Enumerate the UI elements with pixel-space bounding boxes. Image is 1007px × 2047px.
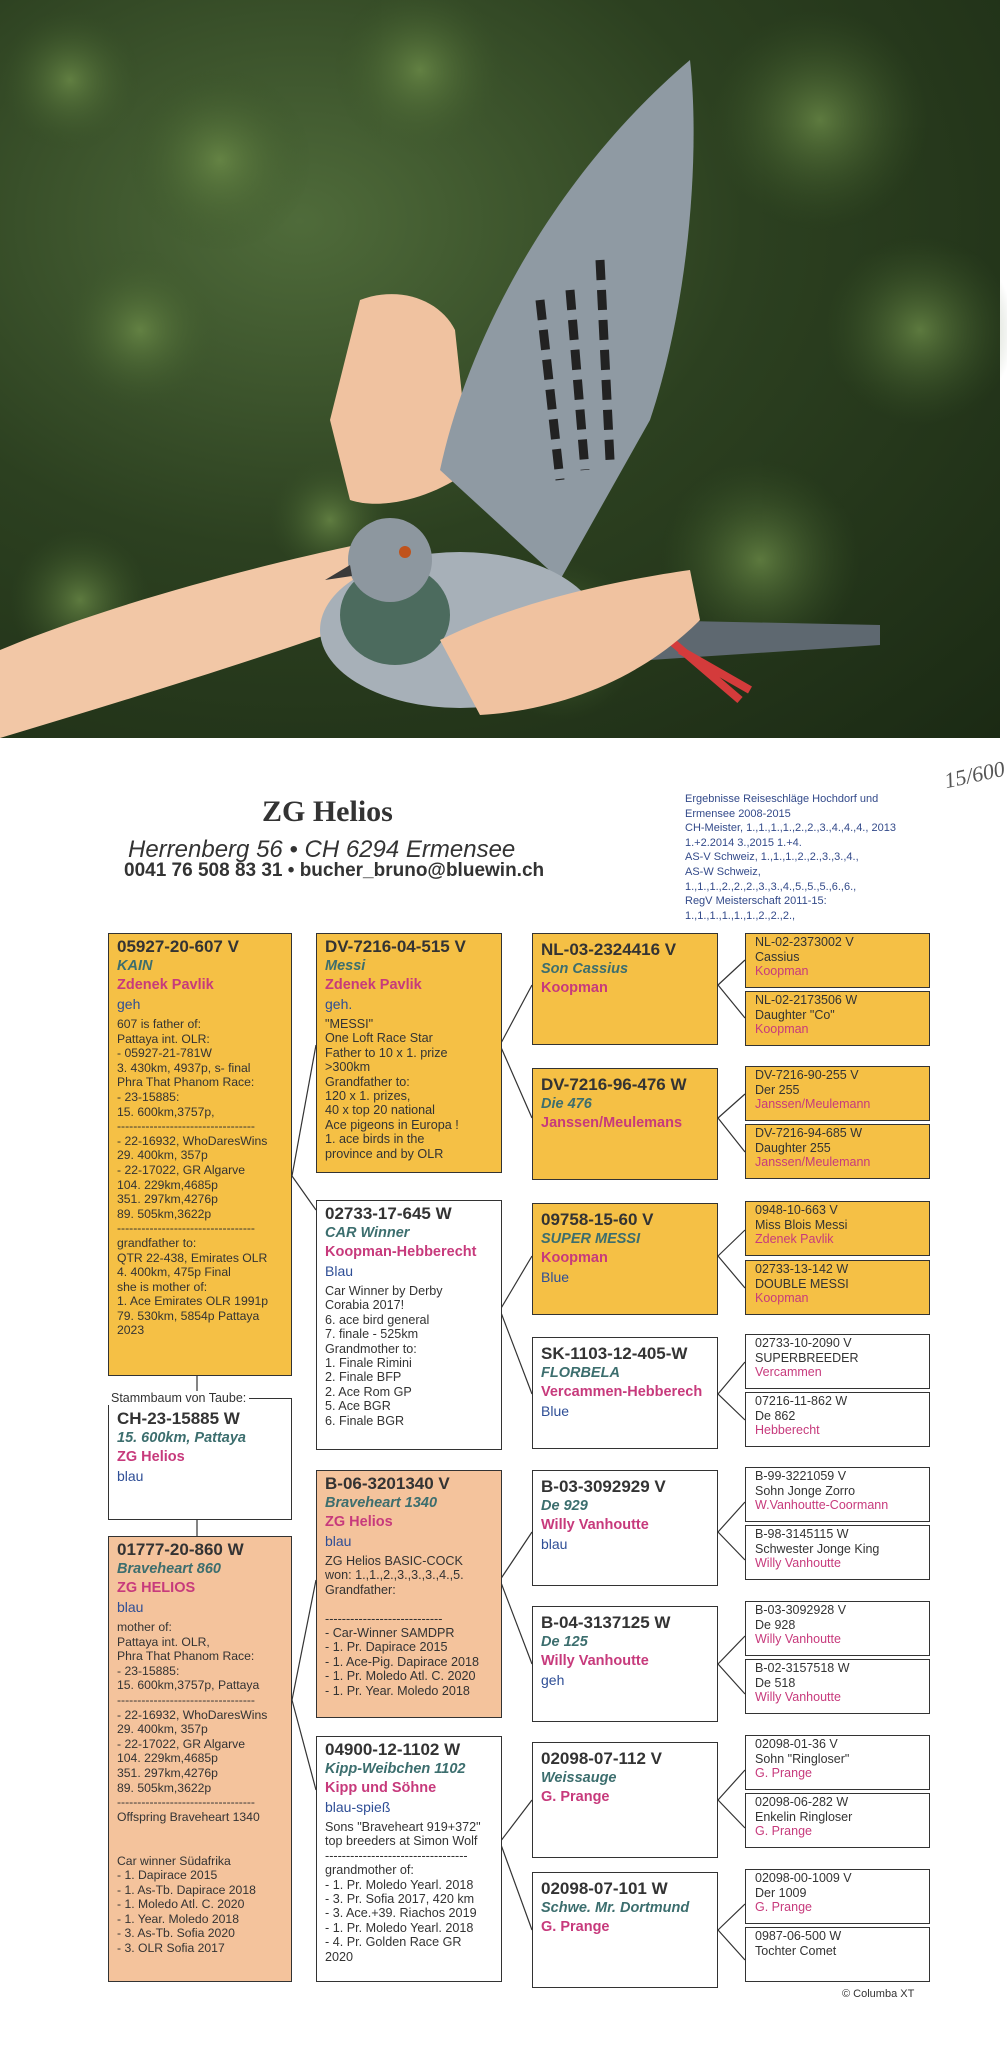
gggp-ring: 07216-11-862 W bbox=[755, 1394, 848, 1408]
gggp-name: Enkelin Ringloser bbox=[755, 1809, 853, 1824]
gggp-ring: NL-02-2373002 V bbox=[755, 935, 854, 949]
gggp-name: Sohn Jonge Zorro bbox=[755, 1483, 856, 1498]
ggp-nick: De 929 bbox=[541, 1498, 588, 1514]
gggp-name: Daughter "Co" bbox=[755, 1007, 835, 1022]
ggp-nick: Son Cassius bbox=[541, 961, 629, 977]
parent-breeder: Zdenek Pavlik bbox=[117, 977, 214, 993]
great-grandparent-box bbox=[532, 1068, 718, 1180]
parent-box-father bbox=[108, 933, 292, 1376]
gggp-box bbox=[745, 1467, 930, 1522]
gggp-box bbox=[745, 1066, 930, 1121]
gggp-ring: 02733-13-142 W bbox=[755, 1262, 849, 1276]
parent-box-mother bbox=[108, 1536, 292, 1982]
grandparent-notes: ZG Helios BASIC-COCK won: 1.,1.,2.,3.,3.,3.,4.,5. Grandfather: ---------------------------- - Car-Winner SAMDPR - 1. Pr. Dapirace 2015 - 1. Ace-Pig. Dapirace 2018 - 1. Pr. Moledo Atl. C. 2020 - 1. Pr. Year. Moledo 2018 bbox=[325, 1554, 480, 1698]
gggp-ring: 02733-10-2090 V bbox=[755, 1336, 852, 1350]
parent-color: blau bbox=[117, 1599, 144, 1615]
gggp-ring: 02098-01-36 V bbox=[755, 1737, 838, 1751]
gggp-ring: B-03-3092928 V bbox=[755, 1603, 847, 1617]
gggp-breeder: Koopman bbox=[755, 964, 809, 978]
grandparent-color: blau bbox=[325, 1533, 352, 1549]
gggp-box bbox=[745, 1659, 930, 1714]
gggp-box bbox=[745, 1735, 930, 1790]
ggp-nick: Schwe. Mr. Dortmund bbox=[541, 1900, 690, 1916]
gggp-box bbox=[745, 1201, 930, 1256]
ggp-nick: FLORBELA bbox=[541, 1365, 620, 1381]
great-grandparent-box bbox=[532, 933, 718, 1045]
grandparent-box bbox=[316, 1736, 502, 1982]
great-grandparent-box bbox=[532, 1606, 718, 1722]
gggp-box bbox=[745, 1927, 930, 1982]
gggp-box bbox=[745, 1793, 930, 1848]
gggp-box bbox=[745, 1601, 930, 1656]
ggp-ring: B-04-3137125 W bbox=[541, 1613, 671, 1632]
gggp-breeder: Willy Vanhoutte bbox=[755, 1690, 841, 1704]
parent-nick: KAIN bbox=[117, 958, 153, 974]
great-grandparent-box bbox=[532, 1872, 718, 1988]
grandparent-ring: B-06-3201340 V bbox=[325, 1474, 450, 1493]
ggp-nick: Die 476 bbox=[541, 1096, 592, 1112]
gggp-name: Miss Blois Messi bbox=[755, 1217, 848, 1232]
gggp-breeder: Hebberecht bbox=[755, 1423, 820, 1437]
parent-ring: 05927-20-607 V bbox=[117, 937, 239, 956]
grandparent-breeder: ZG Helios bbox=[325, 1514, 393, 1530]
ggp-breeder: Janssen/Meulemans bbox=[541, 1115, 683, 1131]
ggp-color: blau bbox=[541, 1536, 568, 1552]
gggp-ring: 0948-10-663 V bbox=[755, 1203, 838, 1217]
grandparent-box bbox=[316, 1470, 502, 1718]
gggp-breeder: Willy Vanhoutte bbox=[755, 1556, 841, 1570]
grandparent-ring: 04900-12-1102 W bbox=[325, 1740, 461, 1759]
ggp-breeder: Koopman bbox=[541, 1250, 608, 1266]
subject-breeder: ZG Helios bbox=[117, 1449, 185, 1465]
gggp-name: Tochter Comet bbox=[755, 1943, 837, 1958]
gggp-breeder: Janssen/Meulemann bbox=[755, 1097, 871, 1111]
parent-notes: 607 is father of: Pattaya int. OLR: - 05927-21-781W 3. 430km, 4937p, s- final Phra That Phanom Race: - 23-15885: 15. 600km,3757p, ---------------------------------- - 22-16932, WhoDaresWins 29. 400km, 357p - 22-17022, GR Algarve 104. 229km,4685p 351. 297km,4276p 89. 505km,3622p ---------------------------------- grandfather to: QTR 22-438, Emirates OLR 4. 400km, 475p Final she is mother of: 1. Ace Emirates OLR 1991p 79. 530km, 5854p Pattaya 2023 bbox=[117, 1017, 269, 1338]
parent-notes: mother of: Pattaya int. OLR, Phra That Phanom Race: - 23-15885: 15. 600km,3757p, Pattaya ---------------------------------- - 22-16932, WhoDaresWins 29. 400km, 357p - 22-17022, GR Algarve 104. 229km,4685p 351. 297km,4276p 89. 505km,3622p ---------------------------------- Offspring Braveheart 1340 Car winner Südafrika - 1. Dapirace 2015 - 1. As-Tb. Dapirace 2018 - 1. Moledo Atl. C. 2020 - 1. Year. Moledo 2018 - 3. As-Tb. Sofia 2020 - 3. OLR Sofia 2017 bbox=[117, 1620, 268, 1956]
gggp-name: DOUBLE MESSI bbox=[755, 1276, 849, 1291]
grandparent-nick: Braveheart 1340 bbox=[325, 1495, 438, 1511]
gggp-name: De 928 bbox=[755, 1617, 796, 1632]
ggp-ring: SK-1103-12-405-W bbox=[541, 1344, 688, 1363]
gggp-name: Der 1009 bbox=[755, 1885, 807, 1900]
ggp-breeder: Willy Vanhoutte bbox=[541, 1653, 649, 1669]
gggp-box bbox=[745, 933, 930, 988]
page-contact: 0041 76 508 83 31 • bucher_bruno@bluewin.ch bbox=[124, 860, 545, 881]
gggp-ring: DV-7216-90-255 V bbox=[755, 1068, 859, 1082]
parent-breeder: ZG HELIOS bbox=[117, 1580, 196, 1596]
gggp-breeder: W.Vanhoutte-Coormann bbox=[755, 1498, 889, 1512]
parent-ring: 01777-20-860 W bbox=[117, 1540, 244, 1559]
ggp-color: Blue bbox=[541, 1269, 570, 1285]
gggp-ring: B-02-3157518 W bbox=[755, 1661, 850, 1675]
ggp-ring: NL-03-2324416 V bbox=[541, 940, 677, 959]
grandparent-ring: 02733-17-645 W bbox=[325, 1204, 452, 1223]
great-grandparent-box bbox=[532, 1203, 718, 1315]
grandparent-breeder: Kipp und Söhne bbox=[325, 1780, 437, 1796]
gggp-ring: DV-7216-94-685 W bbox=[755, 1126, 863, 1140]
gggp-ring: 02098-06-282 W bbox=[755, 1795, 849, 1809]
ggp-ring: 02098-07-101 W bbox=[541, 1879, 668, 1898]
gggp-box bbox=[745, 991, 930, 1046]
great-grandparent-box bbox=[532, 1337, 718, 1449]
subject-ring: CH-23-15885 W bbox=[117, 1409, 240, 1428]
ggp-nick: SUPER MESSI bbox=[541, 1231, 641, 1247]
gggp-breeder: G. Prange bbox=[755, 1900, 812, 1914]
gggp-breeder: Willy Vanhoutte bbox=[755, 1632, 841, 1646]
gggp-name: De 862 bbox=[755, 1408, 796, 1423]
ggp-color: Blue bbox=[541, 1403, 570, 1419]
subject-box bbox=[108, 1398, 292, 1520]
ggp-breeder: G. Prange bbox=[541, 1919, 610, 1935]
ggp-ring: B-03-3092929 V bbox=[541, 1477, 666, 1496]
gggp-ring: 02098-00-1009 V bbox=[755, 1871, 852, 1885]
gggp-box bbox=[745, 1392, 930, 1447]
gggp-breeder: Koopman bbox=[755, 1291, 809, 1305]
grandparent-ring: DV-7216-04-515 V bbox=[325, 937, 466, 956]
ggp-color: geh bbox=[541, 1672, 565, 1688]
gggp-breeder: Zdenek Pavlik bbox=[755, 1232, 834, 1246]
grandparent-breeder: Koopman-Hebberecht bbox=[325, 1244, 477, 1260]
gggp-name: Sohn "Ringloser" bbox=[755, 1751, 850, 1766]
gggp-ring: B-99-3221059 V bbox=[755, 1469, 847, 1483]
subject-color: blau bbox=[117, 1468, 144, 1484]
grandparent-color: blau-spieß bbox=[325, 1799, 391, 1815]
gggp-breeder: Vercammen bbox=[755, 1365, 822, 1379]
gggp-box bbox=[745, 1334, 930, 1389]
ggp-ring: 09758-15-60 V bbox=[541, 1210, 654, 1229]
grandparent-notes: "MESSI" One Loft Race Star Father to 10 x 1. prize >300km Grandfather to: 120 x 1. prizes, 40 x top 20 national Ace pigeons in Europa ! 1. ace birds in the province and by OLR bbox=[325, 1017, 459, 1161]
gggp-ring: B-98-3145115 W bbox=[755, 1527, 849, 1541]
ggp-breeder: Koopman bbox=[541, 980, 608, 996]
gggp-name: Cassius bbox=[755, 949, 800, 964]
page-number: 15/600 bbox=[941, 755, 1007, 794]
subject-label: Stammbaum von Taube: bbox=[108, 1391, 249, 1405]
grandparent-nick: CAR Winner bbox=[325, 1225, 410, 1241]
grandparent-color: Blau bbox=[325, 1263, 354, 1279]
page-address: Herrenberg 56 • CH 6294 Ermensee bbox=[128, 836, 516, 863]
page-title: ZG Helios bbox=[262, 795, 393, 828]
grandparent-notes: Sons "Braveheart 919+372" top breeders at Simon Wolf ---------------------------------- grandmother of: - 1. Pr. Moledo Yearl. 2018 - 3. Pr. Sofia 2017, 420 km - 3. Ace.+39. Riachos 2019 - 1. Pr. Moledo Yearl. 2018 - 4. Pr. Golden Race GR 2020 bbox=[325, 1820, 481, 1964]
grandparent-color: geh. bbox=[325, 996, 353, 1012]
gggp-name: Schwester Jonge King bbox=[755, 1541, 880, 1556]
gggp-breeder: Koopman bbox=[755, 1022, 809, 1036]
gggp-ring: NL-02-2173506 W bbox=[755, 993, 858, 1007]
grandparent-box bbox=[316, 1200, 502, 1450]
great-grandparent-box bbox=[532, 1742, 718, 1858]
gggp-box bbox=[745, 1525, 930, 1580]
grandparent-nick: Messi bbox=[325, 958, 366, 974]
gggp-box bbox=[745, 1124, 930, 1179]
ggp-ring: DV-7216-96-476 W bbox=[541, 1075, 687, 1094]
gggp-ring: 0987-06-500 W bbox=[755, 1929, 842, 1943]
grandparent-breeder: Zdenek Pavlik bbox=[325, 977, 422, 993]
parent-color: geh bbox=[117, 996, 141, 1012]
gggp-breeder: Janssen/Meulemann bbox=[755, 1155, 871, 1169]
grandparent-box bbox=[316, 933, 502, 1173]
gggp-breeder: G. Prange bbox=[755, 1766, 812, 1780]
great-grandparent-box bbox=[532, 1470, 718, 1586]
gggp-box bbox=[745, 1869, 930, 1924]
subject-nick: 15. 600km, Pattaya bbox=[117, 1430, 246, 1446]
gggp-box bbox=[745, 1260, 930, 1315]
results-summary: Ergebnisse Reiseschläge Hochdorf und Ermensee 2008-2015 CH-Meister, 1.,1.,1.,1.,2.,2.,3.,4.,4.,4., 2013 1.+2.2014 3.,2015 1.+4. AS-V Schweiz, 1.,1.,1.,2.,2.,3.,3.,4., AS-W Schweiz, 1.,1.,1.,2.,2.,2.,3.,3.,4.,5.,5.,5.,6.,6., RegV Meisterschaft 2011-15: 1.,1.,1.,1.,1.,1.,2.,2.,2., bbox=[685, 793, 896, 922]
ggp-nick: Weissauge bbox=[541, 1770, 617, 1786]
footer-copyright: © Columba XT bbox=[842, 1988, 915, 2000]
parent-nick: Braveheart 860 bbox=[117, 1561, 221, 1577]
gggp-name: Der 255 bbox=[755, 1082, 800, 1097]
gggp-name: De 518 bbox=[755, 1675, 796, 1690]
ggp-breeder: Vercammen-Hebberech bbox=[541, 1384, 703, 1400]
ggp-nick: De 125 bbox=[541, 1634, 588, 1650]
grandparent-notes: Car Winner by Derby Corabia 2017! 6. ace bird general 7. finale - 525km Grandmother to: 1. Finale Rimini 2. Finale BFP 2. Ace Rom GP 5. Ace BGR 6. Finale BGR bbox=[325, 1284, 443, 1428]
gggp-breeder: G. Prange bbox=[755, 1824, 812, 1838]
ggp-breeder: G. Prange bbox=[541, 1789, 610, 1805]
ggp-ring: 02098-07-112 V bbox=[541, 1749, 662, 1768]
gggp-name: Daughter 255 bbox=[755, 1140, 831, 1155]
ggp-breeder: Willy Vanhoutte bbox=[541, 1517, 649, 1533]
grandparent-nick: Kipp-Weibchen 1102 bbox=[325, 1761, 466, 1777]
gggp-name: SUPERBREEDER bbox=[755, 1350, 859, 1365]
